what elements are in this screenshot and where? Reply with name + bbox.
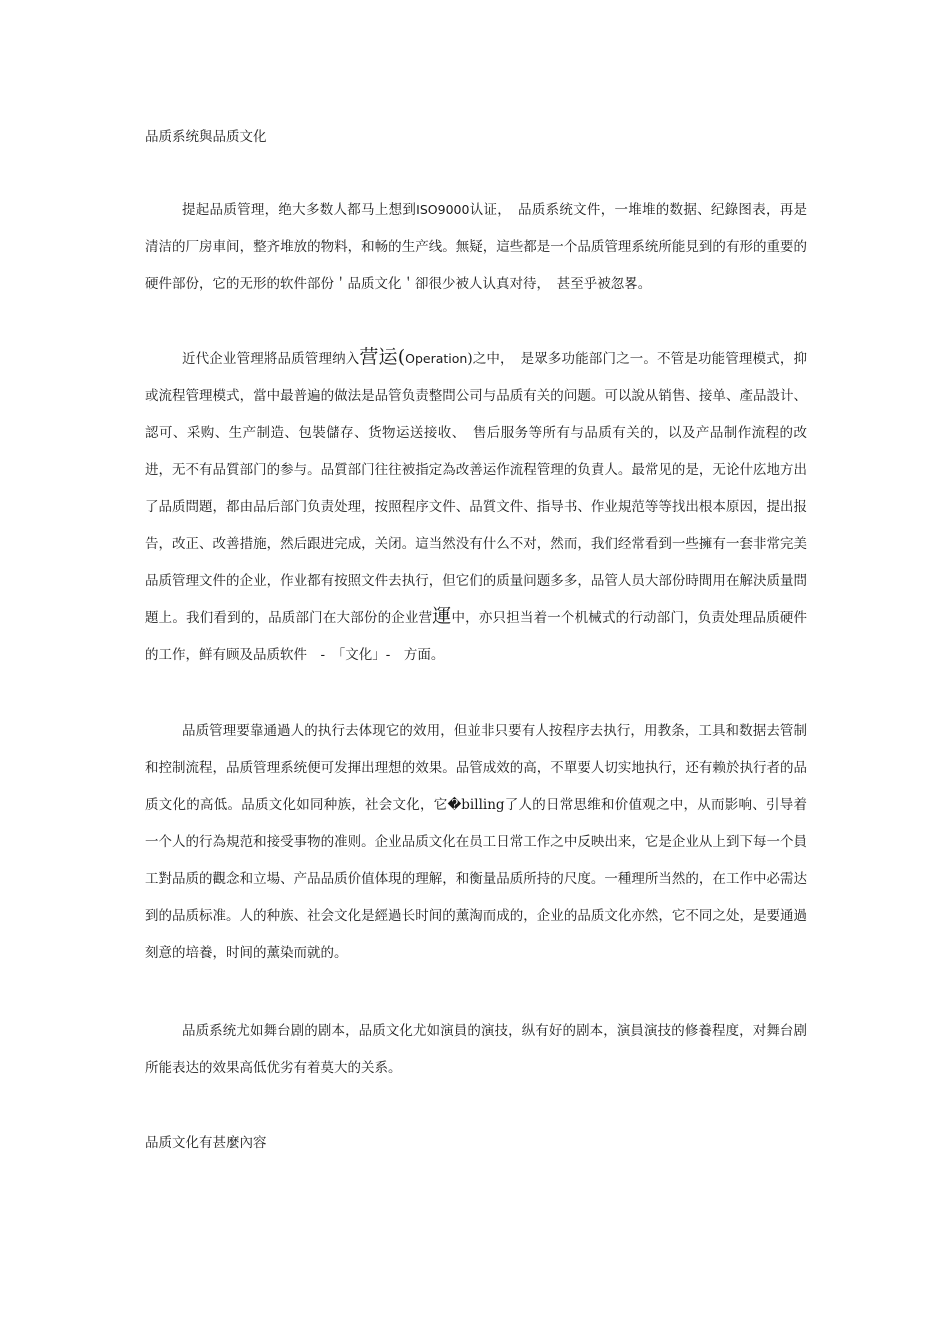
paragraph-quality-culture: 品质管理要靠通過人的执行去体现它的效用，但並非只要有人按程序去执行，用教条，工具和数据去管制和控制流程，品质管理系统便可发揮出理想的效果。品管成效的高，不單要人切实地执行，还有赖於执行者的品质文化的高低。品质文化如同种族，社会文化，它�billing了人的日常思维和价值观之中，从而影响、引导着一个人的行為規范和接受事物的准则。企业品质文化在员工日常工作之中反映出来，它是企业从上到下每一个員工對品质的觀念和立場、产品品质价值体現的理解，和衡量品质所持的尺度。一種理所当然的，在工作中必需达到的品质标准。人的种族、社会文化是經過长时间的薰淘而成的，企业的品质文化亦然，它不同之处，是要通過刻意的培養，时间的薰染而就的。 — [145, 723, 807, 961]
paragraph-intro-text-a: 提起品质管理，绝大多数人都马上想到 — [182, 202, 417, 218]
paragraph-modern-text-c: 中，亦只担当着一个机械式的行动部门，负责处理品质硬件的工作，鲜有顾及品质软件 - 「文化」- 方面。 — [145, 610, 807, 663]
iso9000-term: ISO9000 — [416, 202, 470, 217]
operation-char: 運 — [432, 605, 452, 627]
open-parenthesis: ( — [397, 346, 406, 368]
paragraph-intro — [145, 191, 807, 303]
section-title-culture-contents: 品质文化有甚麼內容 — [145, 1135, 267, 1151]
section-title-quality-system-and-culture: 品质系统與品质文化 — [145, 129, 267, 145]
paragraph-modern-management — [145, 340, 807, 674]
paragraph-drama-analogy: 品质系统尤如舞台剧的剧本，品质文化尤如演員的演技，纵有好的剧本，演員演技的修養程度，对舞台剧所能表达的效果高低优劣有着莫大的关系。 — [145, 1023, 807, 1076]
paragraph-intro-text-b: 认证， 品质系统文件，一堆堆的数据、纪錄图表，再是清洁的厂房車间，整齐堆放的物料，和畅的生产线。無疑，這些都是一个品质管理系统所能見到的有形的重要的硬件部份，它的无形的软件部份＇品质文化＇卻很少被人认真对待， 甚至乎被忽畧。 — [145, 202, 808, 292]
paragraph-modern-text-a: 近代企业管理將品质管理纳入 — [182, 351, 360, 367]
operation-chinese-term: 营运 — [359, 346, 398, 368]
operation-english-term: Operation — [405, 351, 468, 366]
paragraph-modern-text-b: )之中， 是眾多功能部门之一。不管是功能管理模式，抑或流程管理模式，當中最普遍的做法是品管负责整問公司与品质有关的问题。可以說从销售、接单、產品設计、認可、采购、生产制造、包裝儲存、货物运送接收、 售后服务等所有与品质有关的，以及产品制作流程的改进，无不有品質部门的参与。品質部门往往被指定為改善运作流程管理的负責人。最常见的是，无论什庅地方出了品质問題，都由品后部门负责处理，按照程序文件、品質文件、指导书、作业規范等等找出根本原因，提出报告，改正、改善措施，然后跟进完成，关闭。這当然没有什么不对，然而，我们经常看到一些擁有一套非常完美品质管理文件的企业，作业都有按照文件去执行，但它们的质量问题多多，品管人员大部份時間用在解決质量問題上。我们看到的，品质部门在大部份的企业营 — [145, 351, 807, 626]
